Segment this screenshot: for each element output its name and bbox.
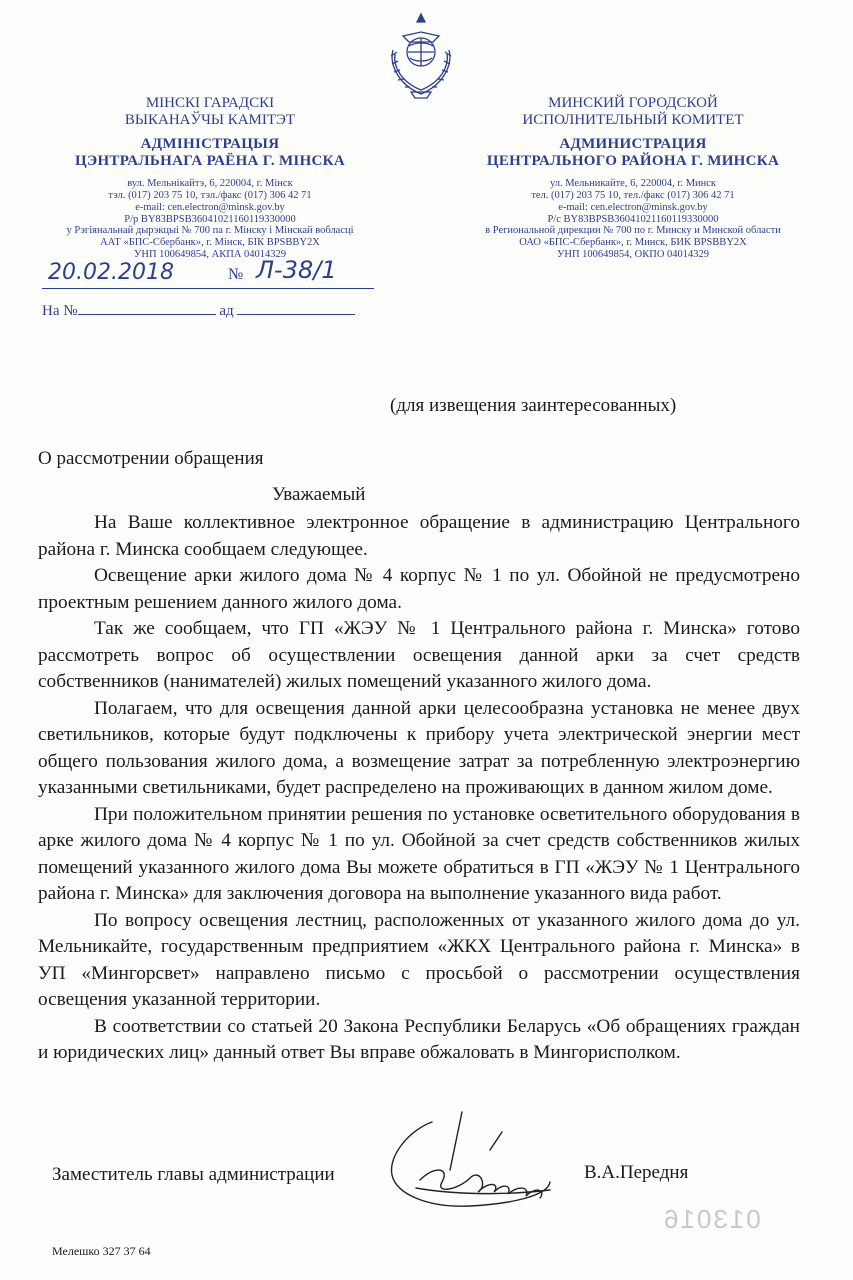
bank-branch-line: у Рэгіянальнай дырэкцыі № 700 па г. Мінску і Мінскай вобласці <box>66 225 354 237</box>
reference-blank <box>78 300 216 315</box>
account-line: Р/р BY83BPSB36041021160119330000 <box>124 213 296 225</box>
handwritten-signature <box>380 1110 580 1220</box>
letterhead-russian <box>458 95 808 261</box>
email-line: e-mail: cen.electron@minsk.gov.by <box>135 201 285 213</box>
account-line: Р/с BY83BPSB36041021160119330000 <box>547 213 719 225</box>
tax-id-line: УНП 100649854, ОКПО 04014329 <box>556 249 710 261</box>
reference-from-label: ад <box>219 303 234 319</box>
registration-number-label: № <box>228 266 244 283</box>
body-paragraph: При положительном принятии решения по установке осветительного оборудования в арке жилого дома № 4 корпус № 1 по ул. Обойной за счет средств собственников жилых помещений указанного жилого дома Вы можете обратиться в ГП «ЖЭУ № 1 Центрального района г. Минска» для заключения договора на выполнение указанного вида работ. <box>38 803 800 904</box>
body-paragraph: В соответствии со статьей 20 Закона Республики Беларусь «Об обращениях граждан и юридических лиц» данный ответ Вы вправе обжаловать в Мингорисполком. <box>38 1015 800 1063</box>
admin-name-line1: АДМІНІСТРАЦЫЯ <box>140 135 280 152</box>
registration-number: Л-38/1 <box>256 256 337 284</box>
admin-name-line2: ЦЕНТРАЛЬНОГО РАЙОНА Г. МИНСКА <box>486 152 780 169</box>
letter-body <box>38 510 800 1067</box>
subject-line: О рассмотрении обращения <box>38 448 264 469</box>
bank-name-line: ААТ «БПС-Сбербанк», г. Мінск, БІК BPSBBY2X <box>100 237 320 249</box>
org-name-line1: МІНСКІ ГАРАДСКІ <box>145 95 275 111</box>
org-name-line2: ИСПОЛНИТЕЛЬНЫЙ КОМИТЕТ <box>522 112 744 129</box>
salutation: Уважаемый <box>272 484 366 505</box>
reference-label: На № <box>42 303 78 319</box>
org-name-line2: ВЫКАНАЎЧЫ КАМІТЭТ <box>124 112 296 129</box>
bank-branch-line: в Региональной дирекции № 700 по г. Минску и Минской области <box>485 225 781 237</box>
signatory-title: Заместитель главы администрации <box>52 1164 335 1185</box>
reference-from-blank <box>237 300 355 315</box>
tax-id-line: УНП 100649854, АКПА 04014329 <box>133 249 287 261</box>
body-paragraph: На Ваше коллективное электронное обращение в администрацию Центрального района г. Минска сообщаем следующее. <box>38 512 800 560</box>
reference-row <box>42 300 378 320</box>
address-line: ул. Мельникайте, 6, 220004, г. Минск <box>549 178 717 189</box>
coat-of-arms-emblem <box>381 10 461 100</box>
phone-line: тел. (017) 203 75 10, тел./факс (017) 306 42 71 <box>531 189 735 201</box>
address-line: вул. Мельнікайтэ, 6, 220004, г. Мінск <box>127 178 293 189</box>
body-paragraph: Освещение арки жилого дома № 4 корпус № 1 по ул. Обойной не предусмотрено проектным решением данного жилого дома. <box>38 565 800 613</box>
body-paragraph: Так же сообщаем, что ГП «ЖЭУ № 1 Центрального района г. Минска» готово рассмотреть вопрос об осуществлении освещения данной арки за счет средств собственников (нанимателей) жилых помещений указанного жилого дома. <box>38 618 800 692</box>
body-paragraph: По вопросу освещения лестниц, расположенных от указанного жилого дома до ул. Мельникайте, государственным предприятием «ЖКХ Центрального района г. Минска» в УП «Мингорсвет» направлено письмо с просьбой о рассмотрении осуществления освещения указанной территории. <box>38 909 800 1010</box>
letterhead-belarusian <box>40 95 380 261</box>
org-name-line1: МИНСКИЙ ГОРОДСКОЙ <box>548 95 718 111</box>
admin-name-line1: АДМИНИСТРАЦИЯ <box>559 135 707 152</box>
phone-line: тэл. (017) 203 75 10, тэл./факс (017) 306 42 71 <box>108 189 312 201</box>
email-line: e-mail: cen.electron@minsk.gov.by <box>558 201 708 213</box>
signatory-name: В.А.Передня <box>584 1162 689 1183</box>
bank-name-line: ОАО «БПС-Сбербанк», г. Минск, БИК BPSBBY2X <box>519 237 747 249</box>
body-paragraph: Полагаем, что для освещения данной арки целесообразна установка не менее двух светильников, которые будут подключены к прибору учета электрической энергии мест общего пользования жилого дома, а возмещение затрат за потребленную электроэнергию указанными светильниками, будет распределено на проживающих в данном жилом доме. <box>38 697 800 798</box>
admin-name-line2: ЦЭНТРАЛЬНАГА РАЁНА Г. МІНСКА <box>75 152 345 169</box>
bleed-through-number: 013016 <box>662 1204 761 1234</box>
executor-contact: Мелешко 327 37 64 <box>52 1244 151 1258</box>
recipient: (для извещения заинтересованных) <box>390 395 677 416</box>
registration-date: 20.02.2018 <box>48 260 174 285</box>
